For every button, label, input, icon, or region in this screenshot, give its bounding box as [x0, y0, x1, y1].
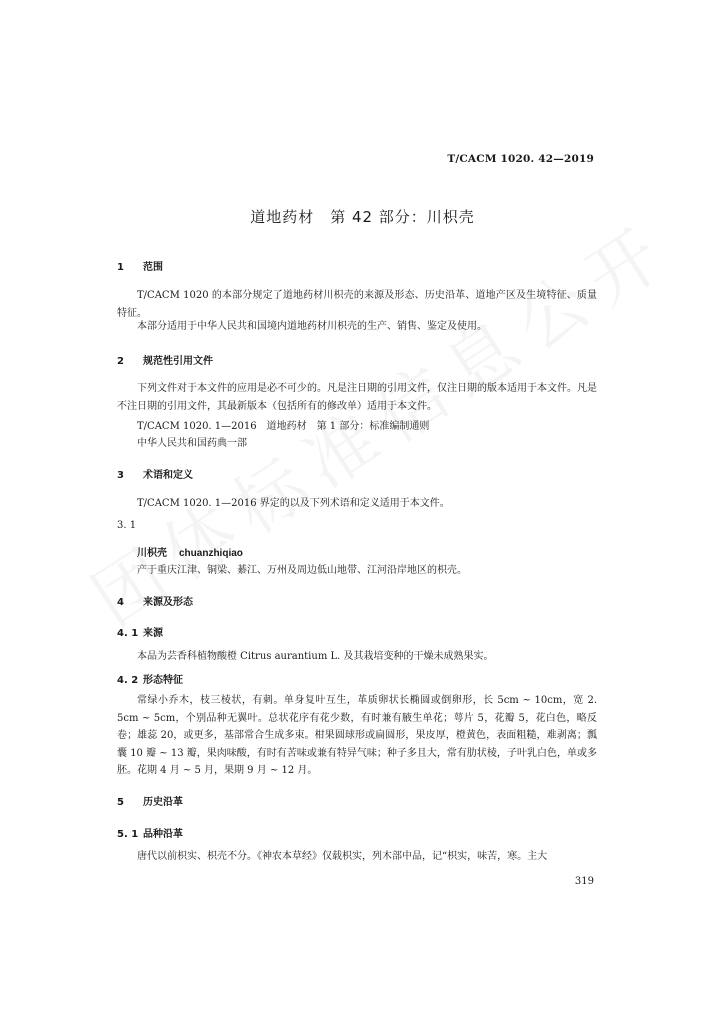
section-heading-1: 1 范围 — [117, 262, 163, 273]
term-entry — [137, 544, 243, 559]
section-heading-5: 5 历史沿革 — [117, 797, 183, 808]
subsection-number-3-1: 3. 1 — [117, 520, 137, 531]
page-number: 319 — [574, 876, 594, 887]
term-definition: 产于重庆江津、铜梁、綦江、万州及周边低山地带、江河沿岸地区的枳壳。 — [137, 565, 467, 576]
scope-applicability: 本部分适用于中华人民共和国境内道地药材川枳壳的生产、销售、鉴定及使用。 — [137, 321, 487, 332]
normative-ref-paragraph: 下列文件对于本文件的应用是必不可少的。凡是注日期的引用文件，仅注日期的版本适用于本文件。凡是不注日期的引用文件，其最新版本（包括所有的修改单）适用于本文件。 — [117, 383, 597, 412]
subsection-heading-4-2: 4. 2 形态特征 — [117, 675, 183, 686]
scope-paragraph: T/CACM 1020 的本部分规定了道地药材川枳壳的来源及形态、历史沿革、道地产区及生境特征、质量特征。 — [117, 290, 597, 319]
standard-code: T/CACM 1020. 42—2019 — [447, 153, 594, 165]
section-heading-3: 3 术语和定义 — [117, 470, 193, 481]
reference-item-2: 中华人民共和国药典一部 — [137, 438, 247, 449]
subsection-heading-5-1: 5. 1 品种沿革 — [117, 829, 183, 840]
reference-item-1: T/CACM 1020. 1—2016 道地药材 第 1 部分：标准编制通则 — [137, 421, 430, 432]
section-heading-4: 4 来源及形态 — [117, 597, 193, 608]
terms-paragraph: T/CACM 1020. 1—2016 界定的以及下列术语和定义适用于本文件。 — [137, 498, 450, 509]
term-chinese: 川枳壳 — [137, 548, 167, 559]
subsection-heading-4-1: 4. 1 来源 — [117, 628, 163, 639]
variety-history-paragraph: 唐代以前枳实、枳壳不分。《神农本草经》仅载枳实，列木部中品，记“枳实，味苦，寒。主大 — [137, 851, 548, 862]
source-paragraph: 本品为芸香科植物酸橙 Citrus aurantium L. 及其栽培变种的干燥未成熟果实。 — [137, 651, 494, 662]
page-title: 道地药材 第 42 部分：川枳壳 — [250, 208, 475, 226]
term-pinyin: chuanzhiqiao — [179, 548, 243, 559]
morphology-paragraph: 常绿小乔木，枝三棱状，有刺。单身复叶互生，革质卵状长椭圆或倒卵形，长 5cm ~ 10cm，宽 2. 5cm ~ 5cm，个别品种无翼叶。总状花序有花少数，有时兼有腋生单花；萼片 5，花瓣 5，花白色，略反卷；雄蕊 20，或更多，基部常合生成多束。柑果圆球形或扁圆形，果皮厚，橙黄色，表面粗糙，难剥离；瓢囊 10 瓣 ~ 13 瓣，果肉味酸，有时有苦味或兼有特异气味；种子多且大，常有肋状棱，子叶乳白色，单或多胚。花期 4 月 ~ 5 月，果期 9 月 ~ 12 月。 — [117, 695, 597, 776]
section-heading-2: 2 规范性引用文件 — [117, 356, 213, 367]
